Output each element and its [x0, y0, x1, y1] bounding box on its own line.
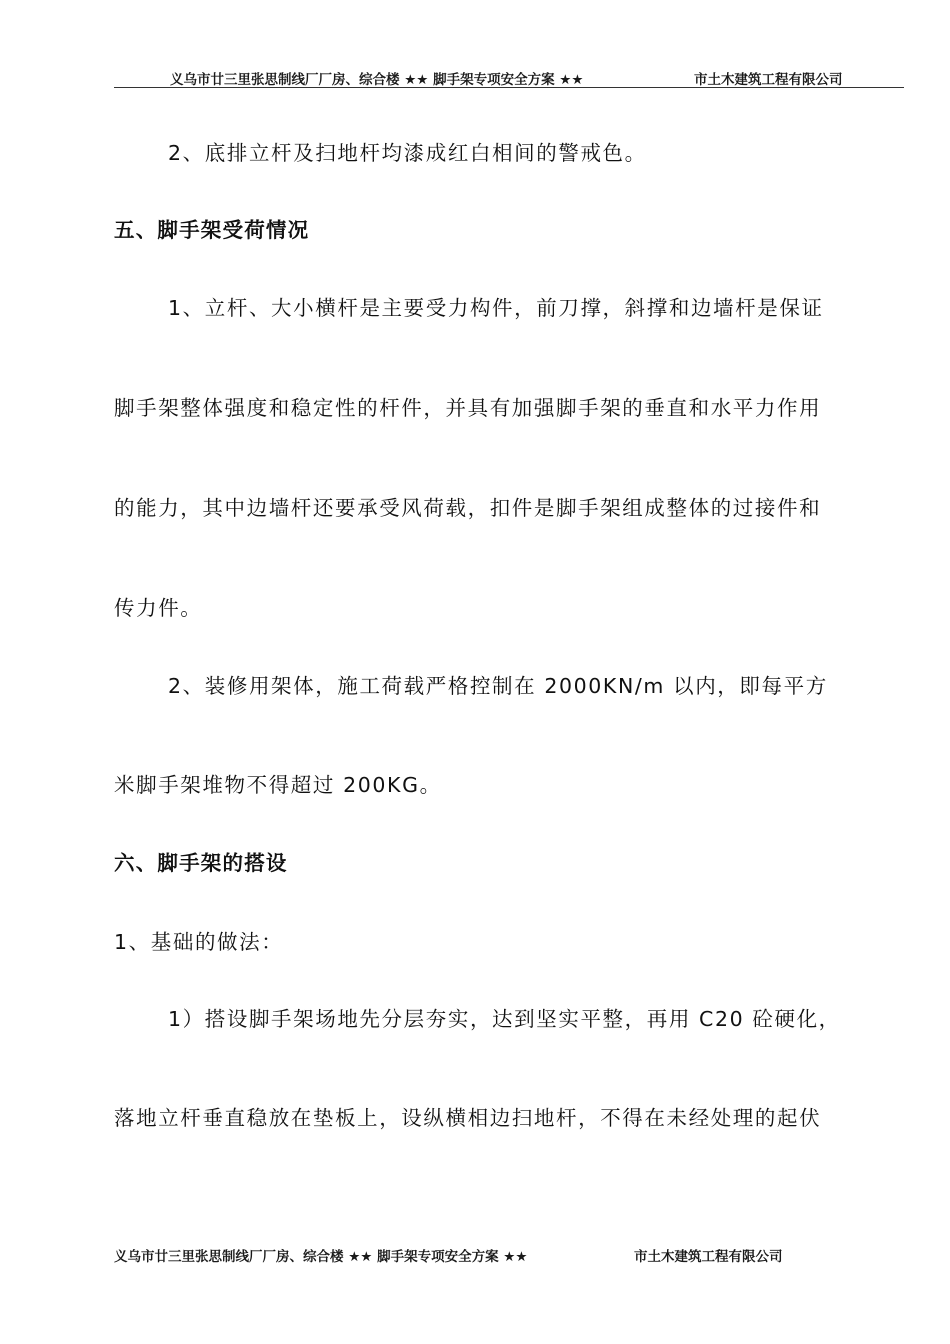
footer-project-title: 义乌市廿三里张思制线厂厂房、综合楼 ★★ 脚手架专项安全方案 ★★	[114, 1249, 528, 1265]
header-company-name: 市土木建筑工程有限公司	[694, 72, 843, 88]
paragraph-construction-load-line-2: 米脚手架堆物不得超过 200KG。	[114, 773, 442, 797]
section-heading-5: 五、脚手架受荷情况	[114, 218, 310, 242]
paragraph-load-line-1: 1、立杆、大小横杆是主要受力构件，前刀撑，斜撑和边墙杆是保证	[168, 296, 824, 320]
header-project-title: 义乌市廿三里张思制线厂厂房、综合楼 ★★ 脚手架专项安全方案 ★★	[170, 72, 584, 88]
paragraph-load-line-3: 的能力，其中边墙杆还要承受风荷载，扣件是脚手架组成整体的过接件和	[114, 496, 822, 520]
paragraph-construction-load-line-1: 2、装修用架体，施工荷载严格控制在 2000KN/m 以内，即每平方	[168, 674, 828, 698]
paragraph-load-line-2: 脚手架整体强度和稳定性的杆件，并具有加强脚手架的垂直和水平力作用	[114, 396, 822, 420]
subheading-foundation: 1、基础的做法：	[114, 930, 284, 954]
section-heading-6: 六、脚手架的搭设	[114, 851, 288, 875]
paragraph-foundation-line-1: 1）搭设脚手架场地先分层夯实，达到坚实平整，再用 C20 砼硬化，	[168, 1007, 841, 1031]
paragraph-load-line-4: 传力件。	[114, 596, 203, 620]
paragraph-warning-color: 2、底排立杆及扫地杆均漆成红白相间的警戒色。	[168, 141, 647, 165]
footer-company-name: 市土木建筑工程有限公司	[634, 1249, 783, 1265]
header-rule	[114, 87, 904, 88]
paragraph-foundation-line-2: 落地立杆垂直稳放在垫板上，设纵横相边扫地杆，不得在未经处理的起伏	[114, 1106, 822, 1130]
